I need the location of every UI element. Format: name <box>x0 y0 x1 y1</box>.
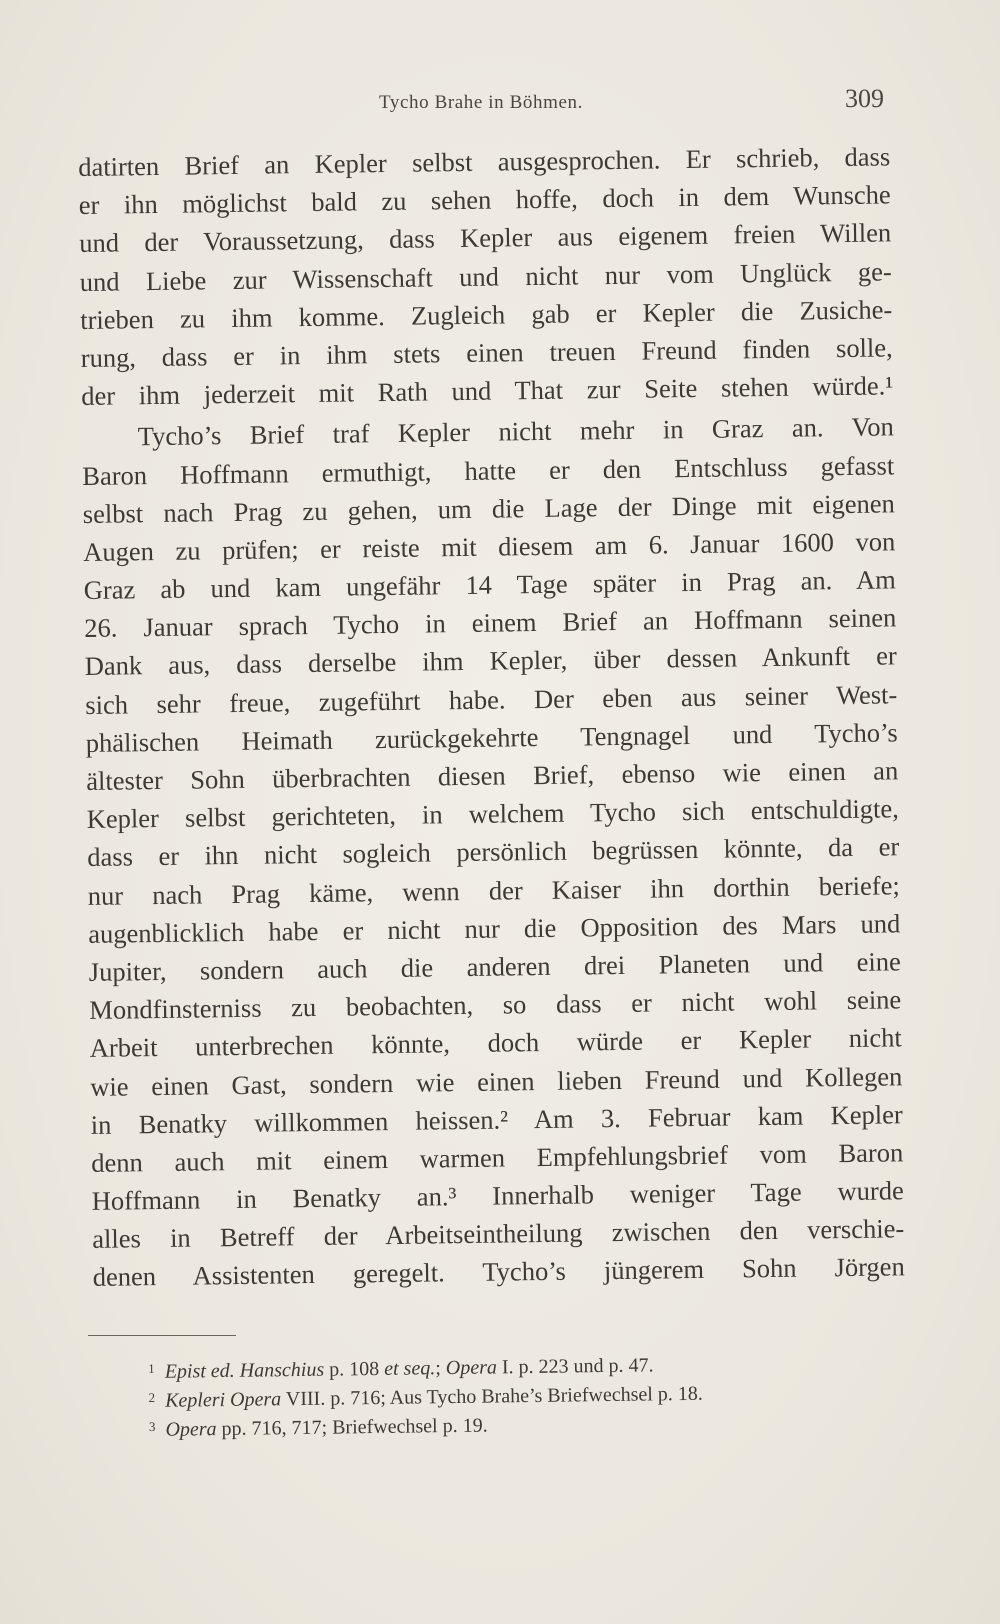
text-line: denn auch mit einem warmen Empfehlungsbrief vom Baron <box>91 1137 904 1178</box>
text-line: und der Voraussetzung, dass Kepler aus eigenem freien Willen <box>79 217 892 259</box>
text-line: wie einen Gast, sondern wie einen lieben Freund und Kollegen <box>90 1060 903 1102</box>
text-line: trieben zu ihm komme. Zugleich gab er Kepler die Zusiche- <box>80 294 893 335</box>
footnote-text: ; <box>435 1357 446 1380</box>
text-line: Dank aus, dass derselbe ihm Kepler, über dessen Ankunft er <box>84 640 897 682</box>
text-line: in Benatky willkommen heissen.² Am 3. Februar kam Kepler <box>90 1098 903 1140</box>
footnote-text: pp. 716, 717; Briefwechsel p. 19. <box>216 1414 488 1441</box>
text-line: Arbeit unterbrechen könnte, doch würde er Kepler nicht <box>89 1022 902 1064</box>
footnote-mark: 2 <box>148 1389 156 1405</box>
text-line: der ihm jederzeit mit Rath und That zur Seite stehen würde.¹ <box>81 370 894 412</box>
text-line: Mondfinsterniss zu beobachten, so dass er nicht wohl seine <box>89 984 902 1026</box>
text-line: phälischen Heimath zurückgekehrte Tengnagel und Tycho’s <box>85 717 898 758</box>
footnote-italic: Opera <box>165 1418 217 1441</box>
text-line: ältester Sohn überbrachten diesen Brief, ebenso wie einen an <box>86 755 899 796</box>
text-line: sich sehr freue, zugeführt habe. Der eben aus seiner West- <box>85 678 898 720</box>
footnote-italic: et seq. <box>384 1357 436 1380</box>
footnote-italic: Opera <box>445 1356 498 1380</box>
page-number: 309 <box>845 84 884 113</box>
text-line: Kepler selbst gerichteten, in welchem Tycho sich entschuldigte, <box>86 793 899 835</box>
text-line: Jupiter, sondern auch die anderen drei Planeten und eine <box>88 946 901 987</box>
running-head <box>78 84 884 124</box>
text-line: alles in Betreff der Arbeitseintheilung zwischen den verschie- <box>92 1213 905 1255</box>
text-line: Tycho’s Brief traf Kepler nicht mehr in Graz an. Von <box>137 411 894 452</box>
text-line: augenblicklich habe er nicht nur die Opposition des Mars und <box>88 908 901 949</box>
text-line: nur nach Prag käme, wenn der Kaiser ihn dorthin beriefe; <box>87 869 900 911</box>
text-line: datirten Brief an Kepler selbst ausgesprochen. Er schrieb, dass <box>78 141 891 182</box>
text-line: 26. Januar sprach Tycho in einem Brief an Hoffmann seinen <box>84 602 897 644</box>
text-line: dass er ihn nicht sogleich persönlich begrüssen könnte, da er <box>87 831 900 873</box>
body-text <box>78 137 905 1296</box>
footnote-text: I. p. 223 und p. 47. <box>496 1354 654 1379</box>
text-line: und Liebe zur Wissenschaft und nicht nur vom Unglück ge- <box>79 255 892 297</box>
footnote-mark: 3 <box>148 1418 156 1434</box>
text-line: Baron Hoffmann ermuthigt, hatte er den Entschluss gefasst <box>82 449 895 491</box>
footnote-divider <box>88 1335 236 1336</box>
footnote-mark: 1 <box>148 1360 155 1376</box>
text-line: er ihn möglichst bald zu sehen hoffe, doch in dem Wunsche <box>78 179 891 221</box>
text-line: Augen zu prüfen; er reiste mit diesem am 6. Januar 1600 von <box>83 526 896 567</box>
text-line: Hoffmann in Benatky an.³ Innerhalb weniger Tage wurde <box>91 1175 904 1216</box>
text-line: selbst nach Prag zu gehen, um die Lage der Dinge mit eigenen <box>82 488 895 529</box>
footnote-text: VIII. p. 716; Aus Tycho Brahe’s Briefwechsel p. 18. <box>281 1382 703 1411</box>
running-title: Tycho Brahe in Böhmen. <box>379 92 583 113</box>
footnote-text: p. 108 <box>324 1357 385 1381</box>
footnotes <box>148 1344 889 1441</box>
text-line: denen Assistenten geregelt. Tycho’s jüngerem Sohn Jörgen <box>92 1251 905 1293</box>
footnote-italic: Epist ed. Hanschius <box>164 1358 325 1383</box>
text-line: rung, dass er in ihm stets einen treuen Freund finden solle, <box>80 332 893 373</box>
text-line: Graz ab und kam ungefähr 14 Tage später in Prag an. Am <box>83 564 896 606</box>
footnote-italic: Kepleri Opera <box>164 1388 282 1412</box>
